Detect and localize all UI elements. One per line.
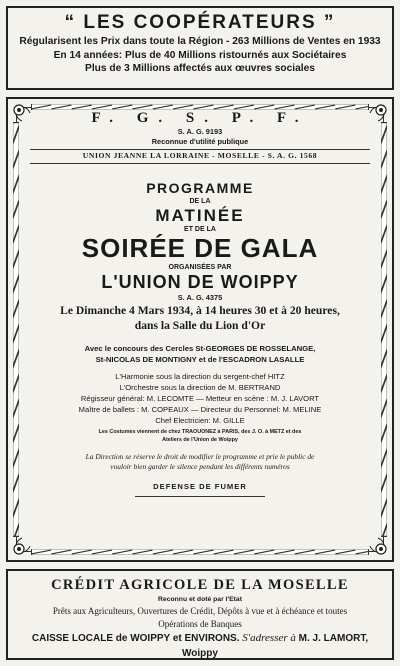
corner-ornament-icon xyxy=(13,537,31,555)
federation-sag: S. A. G. 9193 xyxy=(177,127,223,136)
union-sag: S. A. G. 4375 xyxy=(177,293,223,302)
concours-text: Avec le concours des Cercles St-GEORGES DE ROSSELANGE, xyxy=(84,344,316,353)
concours-text: St-NICOLAS DE MONTIGNY et de l'ESCADRON LASALLE xyxy=(95,355,305,364)
divider xyxy=(30,163,370,164)
union-line: UNION JEANNE LA LORRAINE - MOSELLE - S. A. G. 1568 xyxy=(82,151,318,160)
costumes-note xyxy=(8,428,392,444)
rope-border-bottom xyxy=(31,549,369,555)
cooperateurs-advert xyxy=(6,6,394,90)
services-line: Opérations de Banques xyxy=(158,619,242,629)
union-woippy-heading: L'UNION DE WOIPPY xyxy=(101,272,299,292)
concours-line xyxy=(8,343,392,365)
advert-line: Plus de 3 Millions affectés aux œuvres sociales xyxy=(85,63,315,74)
caisse-locale-line xyxy=(14,631,386,661)
adresser-label: S'adresser à xyxy=(242,632,296,644)
credits-list xyxy=(8,371,392,426)
divider xyxy=(135,496,265,497)
direction-note xyxy=(8,452,392,472)
credit-item: Chef Electricien: M. GILLE xyxy=(155,416,245,425)
programme-frame xyxy=(6,97,394,562)
credit-item: L'Orchestre sous la direction de M. BERTRAND xyxy=(119,383,281,392)
credit-item: Maître de ballets : M. COPEAUX — Directeur du Personnel: M. MELINE xyxy=(78,405,322,414)
costumes-text: Les Costumes viennent de chez TRAOUONEZ à PARIS, des J. O. à METZ et des xyxy=(98,429,302,435)
credit-item: Régisseur général: M. LECOMTE — Metteur en scène : M. J. LAVORT xyxy=(80,394,320,403)
credit-item: L'Harmonie sous la direction du sergent-chef HITZ xyxy=(115,372,285,381)
costumes-text: Ateliers de l'Union de Woippy xyxy=(162,437,238,443)
federation-name: F. G. S. P. F. xyxy=(91,110,309,126)
direction-text: La Direction se réserve le droit de modifier le programme et prie le public de xyxy=(85,452,315,461)
corner-ornament-icon xyxy=(369,537,387,555)
credit-agricole-title: CRÉDIT AGRICOLE DE LA MOSELLE xyxy=(51,577,349,593)
programme-heading: PROGRAMME xyxy=(146,180,254,196)
matinee-heading: MATINÉE xyxy=(155,206,245,225)
advert-line: Régularisent les Prix dans toute la Région - 263 Millions de Ventes en 1933 xyxy=(19,36,381,47)
no-smoking-notice: DEFENSE DE FUMER xyxy=(153,482,247,491)
credit-agricole-advert xyxy=(6,569,394,660)
organisees-label: ORGANISÉES PAR xyxy=(168,264,232,271)
programme-content xyxy=(8,109,392,497)
et-de-la-label: ET DE LA xyxy=(184,226,216,233)
recognized-label: Reconnue d'utilité publique xyxy=(151,137,249,146)
contact-name: M. J. LAMORT, Woippy xyxy=(182,633,369,659)
event-venue: dans la Salle du Lion d'Or xyxy=(134,319,266,332)
event-date: Le Dimanche 4 Mars 1934, à 14 heures 30 et à 20 heures, xyxy=(60,304,340,317)
credit-agricole-subtitle: Reconnu et doté par l'Etat xyxy=(158,596,242,603)
cooperateurs-title: “ LES COOPÉRATEURS ” xyxy=(64,12,336,33)
soiree-heading: SOIRÉE DE GALA xyxy=(81,233,319,263)
caisse-name: CAISSE LOCALE de WOIPPY et ENVIRONS. xyxy=(31,633,240,644)
direction-text: vouloir bien garder le silence pendant les différents numéros xyxy=(110,462,290,471)
services-line: Prêts aux Agriculteurs, Ouvertures de Crédit, Dépôts à vue et à échéance et toutes xyxy=(52,606,348,616)
de-la-label: DE LA xyxy=(189,198,211,205)
advert-line: En 14 années: Plus de 40 Millions ristournés aux Sociétaires xyxy=(53,49,347,61)
